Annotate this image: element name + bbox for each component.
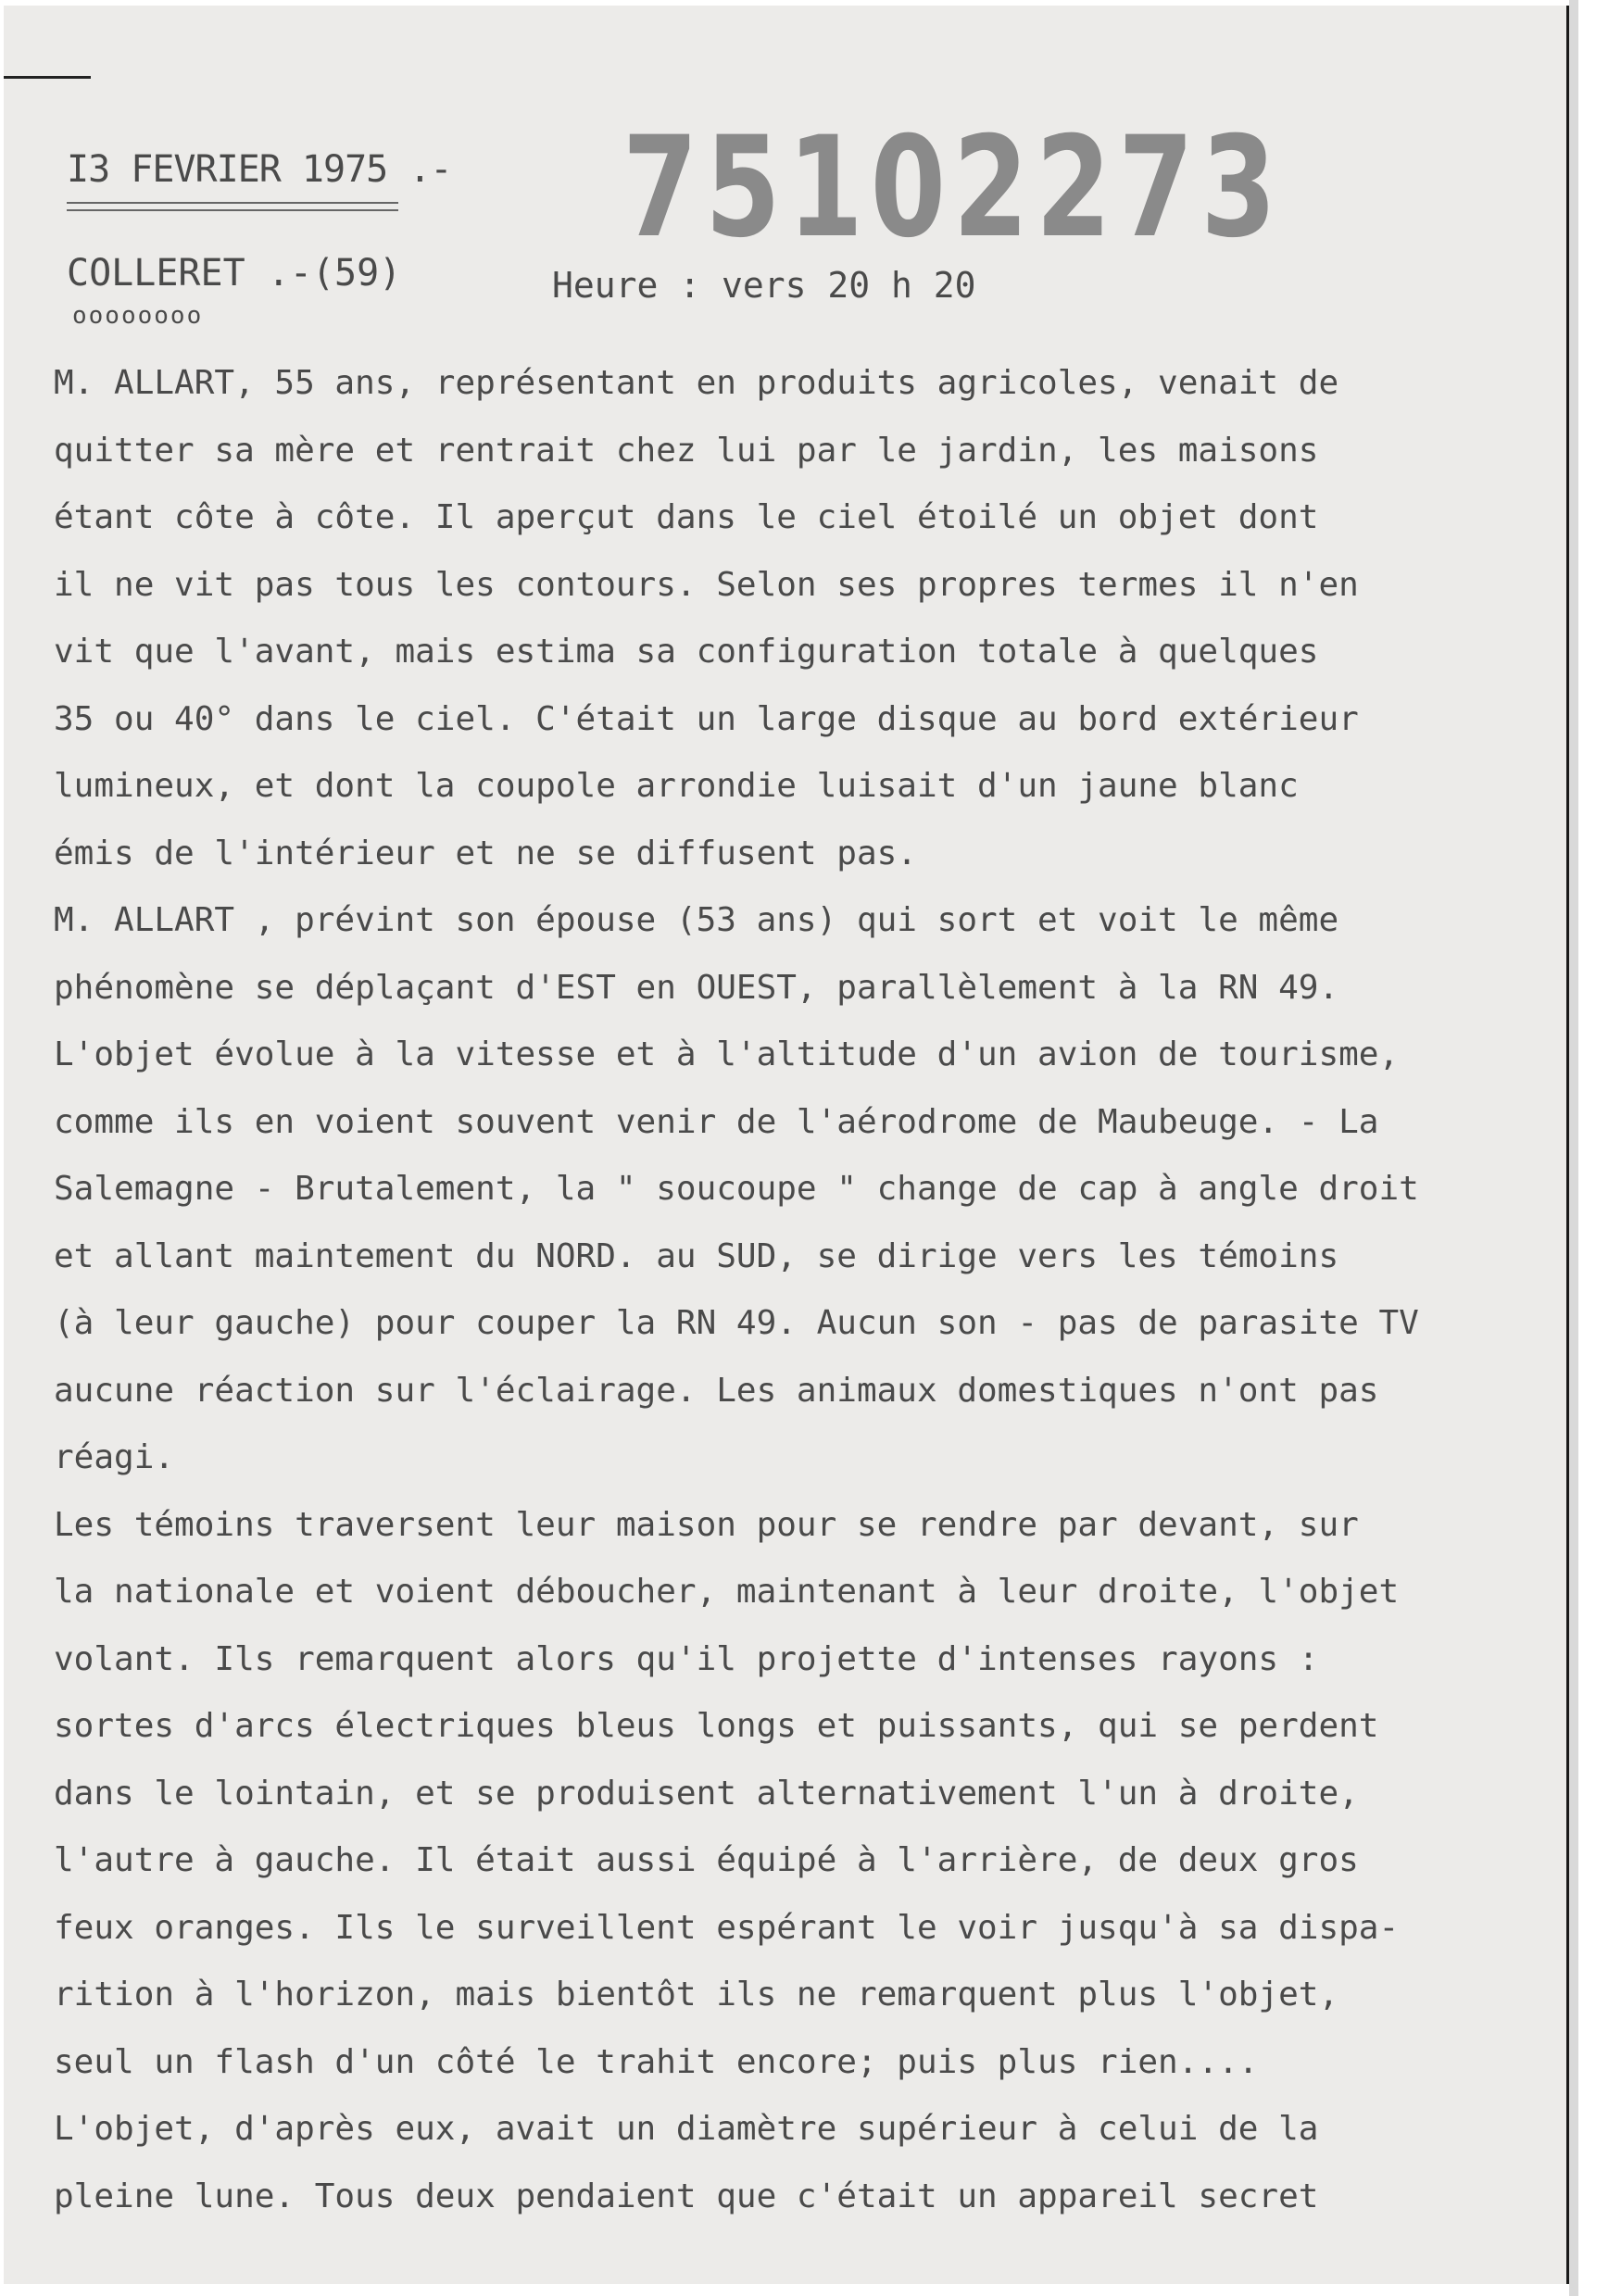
event-hour: Heure : vers 20 h 20 (552, 265, 976, 306)
body-line: l'autre à gauche. Il était aussi équipé à l'arrière, de deux gros (54, 1841, 1359, 1879)
body-line: pleine lune. Tous deux pendaient que c'était un appareil secret (54, 2177, 1319, 2215)
report-body (54, 350, 1554, 2230)
body-line: feux oranges. Ils le surveillent espérant le voir jusqu'à sa dispa- (54, 1908, 1400, 1947)
body-line: la nationale et voient déboucher, maintenant à leur droite, l'objet (54, 1573, 1400, 1611)
body-line: phénomène se déplaçant d'EST en OUEST, parallèlement à la RN 49. (54, 968, 1339, 1007)
body-line: L'objet, d'après eux, avait un diamètre supérieur à celui de la (54, 2110, 1319, 2148)
body-line: Salemagne - Brutalement, la " soucoupe " change de cap à angle droit (54, 1170, 1419, 1208)
body-line: rition à l'horizon, mais bientôt ils ne remarquent plus l'objet, (54, 1976, 1339, 2014)
body-line: lumineux, et dont la coupole arrondie luisait d'un jaune blanc (54, 767, 1299, 805)
reference-number-stamp: 75102273 (622, 107, 1284, 269)
body-line: étant côte à côte. Il aperçut dans le ciel étoilé un objet dont (54, 498, 1319, 536)
body-line: sortes d'arcs électriques bleus longs et puissants, qui se perdent (54, 1707, 1379, 1745)
report-date: I3 FEVRIER 1975 .- (67, 148, 452, 191)
body-line: réagi. (54, 1438, 175, 1476)
body-line: (à leur gauche) pour couper la RN 49. Aucun son - pas de parasite TV (54, 1304, 1419, 1342)
body-line: M. ALLART , prévint son épouse (53 ans) qui sort et voit le même (54, 901, 1339, 939)
body-line: quitter sa mère et rentrait chez lui par le jardin, les maisons (54, 431, 1319, 470)
body-line: 35 ou 40° dans le ciel. C'était un large disque au bord extérieur (54, 699, 1359, 738)
location-underline: oooooooo (72, 302, 204, 330)
body-line: seul un flash d'un côté le trahit encore; puis plus rien.... (54, 2042, 1259, 2081)
date-underline (67, 202, 398, 204)
body-line: émis de l'intérieur et ne se diffusent pas. (54, 834, 917, 872)
date-underline-second (67, 209, 398, 211)
body-line: et allant maintement du NORD. au SUD, se dirige vers les témoins (54, 1236, 1339, 1275)
body-line: aucune réaction sur l'éclairage. Les animaux domestiques n'ont pas (54, 1371, 1379, 1410)
scan-edge-shadow (1569, 0, 1578, 2296)
punch-mark (4, 76, 91, 79)
body-line: M. ALLART, 55 ans, représentant en produits agricoles, venait de (54, 364, 1339, 402)
body-line: volant. Ils remarquent alors qu'il projette d'intenses rayons : (54, 1639, 1319, 1678)
body-line: dans le lointain, et se produisent alternativement l'un à droite, (54, 1774, 1359, 1813)
body-line: vit que l'avant, mais estima sa configuration totale à quelques (54, 633, 1319, 671)
body-line: Les témoins traversent leur maison pour se rendre par devant, sur (54, 1505, 1359, 1544)
body-line: L'objet évolue à la vitesse et à l'altitude d'un avion de tourisme, (54, 1035, 1400, 1073)
body-line: comme ils en voient souvent venir de l'aérodrome de Maubeuge. - La (54, 1102, 1379, 1141)
body-line: il ne vit pas tous les contours. Selon ses propres termes il n'en (54, 565, 1359, 604)
location: COLLERET .-(59) (67, 252, 402, 295)
